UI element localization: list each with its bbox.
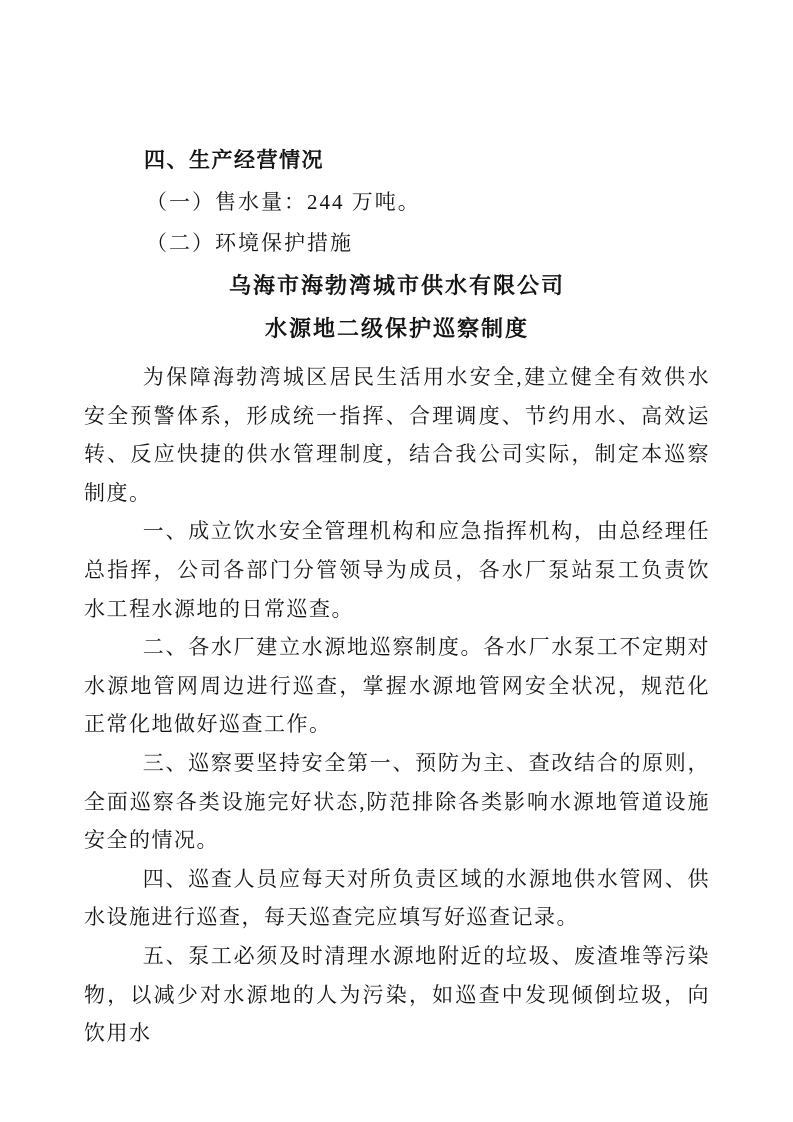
paragraph-rule-5: 五、泵工必须及时清理水源地附近的垃圾、废渣堆等污染物，以减少对水源地的人为污染，如巡查中发现倾倒垃圾，向饮用水 [84, 943, 710, 1046]
sub-item-list [84, 182, 710, 264]
sub-item-water-sales: （一）售水量：244 万吨。 [146, 190, 421, 214]
doc-title-company: 乌海市海勃湾城市供水有限公司 [228, 273, 565, 298]
sub-item-environment-protection: （二）环境保护措施 [146, 231, 353, 255]
paragraph-intro: 为保障海勃湾城区居民生活用水安全,建立健全有效供水安全预警体系，形成统一指挥、合理调度、节约用水、高效运转、反应快捷的供水管理制度，结合我公司实际，制定本巡察制度。 [84, 365, 710, 505]
section-heading: 四、生产经营情况 [144, 148, 324, 172]
doc-title-policy: 水源地二级保护巡察制度 [264, 316, 529, 341]
body-text [84, 358, 710, 1053]
paragraph-rule-4: 四、巡查人员应每天对所负责区域的水源地供水管网、供水设施进行巡查，每天巡查完应填写好巡查记录。 [84, 866, 710, 930]
paragraph-rule-3: 三、巡察要坚持安全第一、预防为主、查改结合的原则，全面巡察各类设施完好状态,防范排除各类影响水源地管道设施安全的情况。 [84, 750, 710, 853]
paragraph-rule-1: 一、成立饮水安全管理机构和应急指挥机构，由总经理任总指挥，公司各部门分管领导为成员，各水厂泵站泵工负责饮水工程水源地的日常巡查。 [84, 519, 710, 621]
paragraph-rule-2: 二、各水厂建立水源地巡察制度。各水厂水泵工不定期对水源地管网周边进行巡查，掌握水源地管网安全状况，规范化正常化地做好巡查工作。 [84, 635, 710, 737]
